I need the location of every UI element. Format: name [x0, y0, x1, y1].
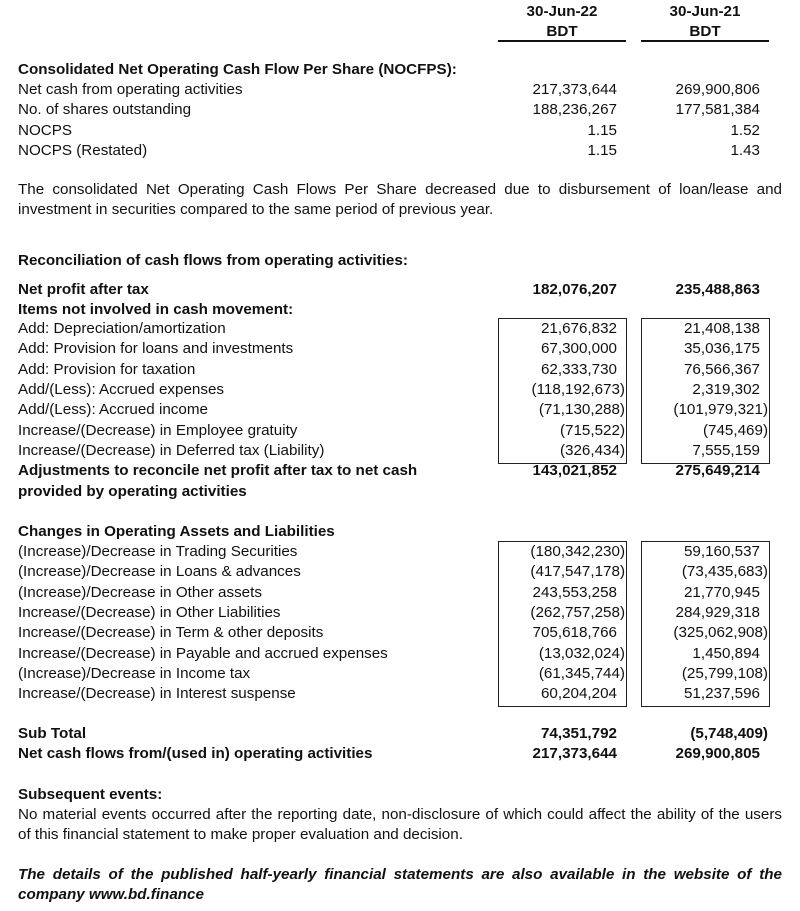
nocfps-row-value-2021: 1.43	[730, 141, 760, 159]
sub-total-row-label: Sub Total	[18, 725, 87, 742]
change-row-value-2021: 51,237,596	[683, 685, 760, 703]
change-row-value-2022: (417,547,178)	[530, 563, 625, 581]
change-row-value-2021: 21,770,945	[683, 583, 760, 601]
item-row-value-2022: (326,434)	[559, 441, 625, 459]
change-row-value-2021: 59,160,537	[683, 543, 760, 560]
item-row-value-2021: 76,566,367	[683, 360, 760, 378]
column-currency: BDT	[546, 23, 578, 40]
item-row-label: Increase/(Decrease) in Employee gratuity	[18, 421, 298, 439]
net-profit-row-value-2022: 182,076,207	[532, 281, 617, 298]
nocfps-row-value-2022: 217,373,644	[532, 81, 617, 98]
change-row-value-2021: 284,929,318	[675, 603, 760, 621]
nocfps-row-value-2021: 177,581,384	[675, 101, 760, 119]
change-row-label: Increase/(Decrease) in Payable and accrued expenses	[18, 644, 388, 662]
change-row-value-2022: 705,618,766	[532, 624, 617, 642]
net-profit-row-value-2021: 235,488,863	[675, 281, 760, 298]
change-row-value-2022: (262,757,258)	[530, 603, 625, 621]
sub-total-row-value-2022: 74,351,792	[540, 725, 617, 742]
nocfps-row-value-2022: 1.15	[587, 141, 617, 159]
item-row-value-2021: 21,408,138	[683, 320, 760, 337]
change-row-value-2021: (73,435,683)	[681, 563, 768, 581]
item-row-label: Add: Provision for taxation	[18, 360, 196, 378]
change-row-label: (Increase)/Decrease in Loans & advances	[18, 563, 301, 581]
nocfps-row-value-2021: 1.52	[730, 121, 760, 139]
adjustments-value-2022: 143,021,852	[532, 462, 617, 479]
nocfps-row-value-2022: 1.15	[587, 121, 617, 139]
change-row-label: (Increase)/Decrease in Other assets	[18, 583, 262, 601]
change-row-value-2021: (325,062,908)	[673, 624, 768, 642]
section-title: Subsequent events:	[18, 786, 163, 803]
column-underline	[498, 40, 626, 42]
item-row-label: Add/(Less): Accrued income	[18, 401, 208, 419]
change-row-label: Increase/(Decrease) in Other Liabilities	[18, 603, 281, 621]
item-row-value-2021: (101,979,321)	[673, 401, 768, 419]
subsection-title: Changes in Operating Assets and Liabilities	[18, 523, 335, 540]
sub-total-row-value-2021: (5,748,409)	[690, 725, 768, 742]
item-row-value-2021: 35,036,175	[683, 340, 760, 358]
subsequent-text: No material events occurred after the reporting date, non-disclosure of which could affect the ability of the users of this financial statement to make proper evaluation and decision.	[18, 806, 782, 844]
item-row-label: Add/(Less): Accrued expenses	[18, 380, 224, 398]
nocfps-note: The consolidated Net Operating Cash Flows Per Share decreased due to disbursement of loan/lease and investment in securities compared to the same period of previous year.	[18, 181, 782, 219]
adjustments-label: Adjustments to reconcile net profit after tax to net cash	[18, 462, 418, 479]
item-row-label: Increase/(Decrease) in Deferred tax (Liability)	[18, 441, 325, 459]
item-row-value-2022: 21,676,832	[540, 320, 617, 337]
change-row-value-2022: (13,032,024)	[538, 644, 625, 662]
item-row-value-2021: 2,319,302	[692, 380, 760, 398]
item-row-value-2022: 67,300,000	[540, 340, 617, 358]
change-row-label: (Increase)/Decrease in Trading Securities	[18, 543, 298, 560]
item-row-value-2022: (715,522)	[559, 421, 625, 439]
footer-note: The details of the published half-yearly financial statements are also available in the website of the company www.bd.finance	[18, 866, 782, 904]
change-row-value-2022: 243,553,258	[532, 583, 617, 601]
change-row-label: Increase/(Decrease) in Term & other deposits	[18, 624, 324, 642]
item-row-label: Add: Provision for loans and investments	[18, 340, 294, 358]
adjustments-value-2021: 275,649,214	[675, 462, 760, 479]
nocfps-row-value-2022: 188,236,267	[532, 101, 617, 119]
change-row-value-2021: 1,450,894	[692, 644, 760, 662]
adjustments-label: provided by operating activities	[18, 483, 247, 500]
item-row-value-2022: 62,333,730	[540, 360, 617, 378]
item-row-value-2022: (118,192,673)	[531, 380, 625, 398]
item-row-value-2021: (745,469)	[702, 421, 768, 439]
nocfps-row-label: No. of shares outstanding	[18, 101, 192, 119]
nocfps-row-label: NOCPS (Restated)	[18, 141, 148, 159]
change-row-label: Increase/(Decrease) in Interest suspense	[18, 685, 296, 703]
change-row-value-2022: 60,204,204	[540, 685, 617, 703]
section-title: Consolidated Net Operating Cash Flow Per Share (NOCFPS):	[18, 61, 457, 78]
nocfps-row-label: NOCPS	[18, 121, 73, 139]
subsection-title: Items not involved in cash movement:	[18, 301, 294, 318]
net-cash-row-value-2021: 269,900,805	[675, 745, 760, 762]
change-row-value-2022: (180,342,230)	[530, 543, 625, 560]
item-row-value-2022: (71,130,288)	[538, 401, 625, 419]
column-currency: BDT	[689, 23, 721, 40]
column-date: 30-Jun-22	[526, 3, 598, 20]
section-title: Reconciliation of cash flows from operating activities:	[18, 252, 408, 269]
change-row-value-2022: (61,345,744)	[538, 664, 625, 682]
change-row-value-2021: (25,799,108)	[681, 664, 768, 682]
item-row-value-2021: 7,555,159	[692, 441, 760, 459]
net-cash-row-value-2022: 217,373,644	[532, 745, 617, 762]
column-underline	[641, 40, 769, 42]
item-row-label: Add: Depreciation/amortization	[18, 320, 226, 337]
net-profit-row-label: Net profit after tax	[18, 281, 149, 298]
net-cash-row-label: Net cash flows from/(used in) operating activities	[18, 745, 373, 762]
change-row-label: (Increase)/Decrease in Income tax	[18, 664, 251, 682]
nocfps-row-value-2021: 269,900,806	[675, 81, 760, 98]
column-date: 30-Jun-21	[669, 3, 741, 20]
nocfps-row-label: Net cash from operating activities	[18, 81, 243, 98]
